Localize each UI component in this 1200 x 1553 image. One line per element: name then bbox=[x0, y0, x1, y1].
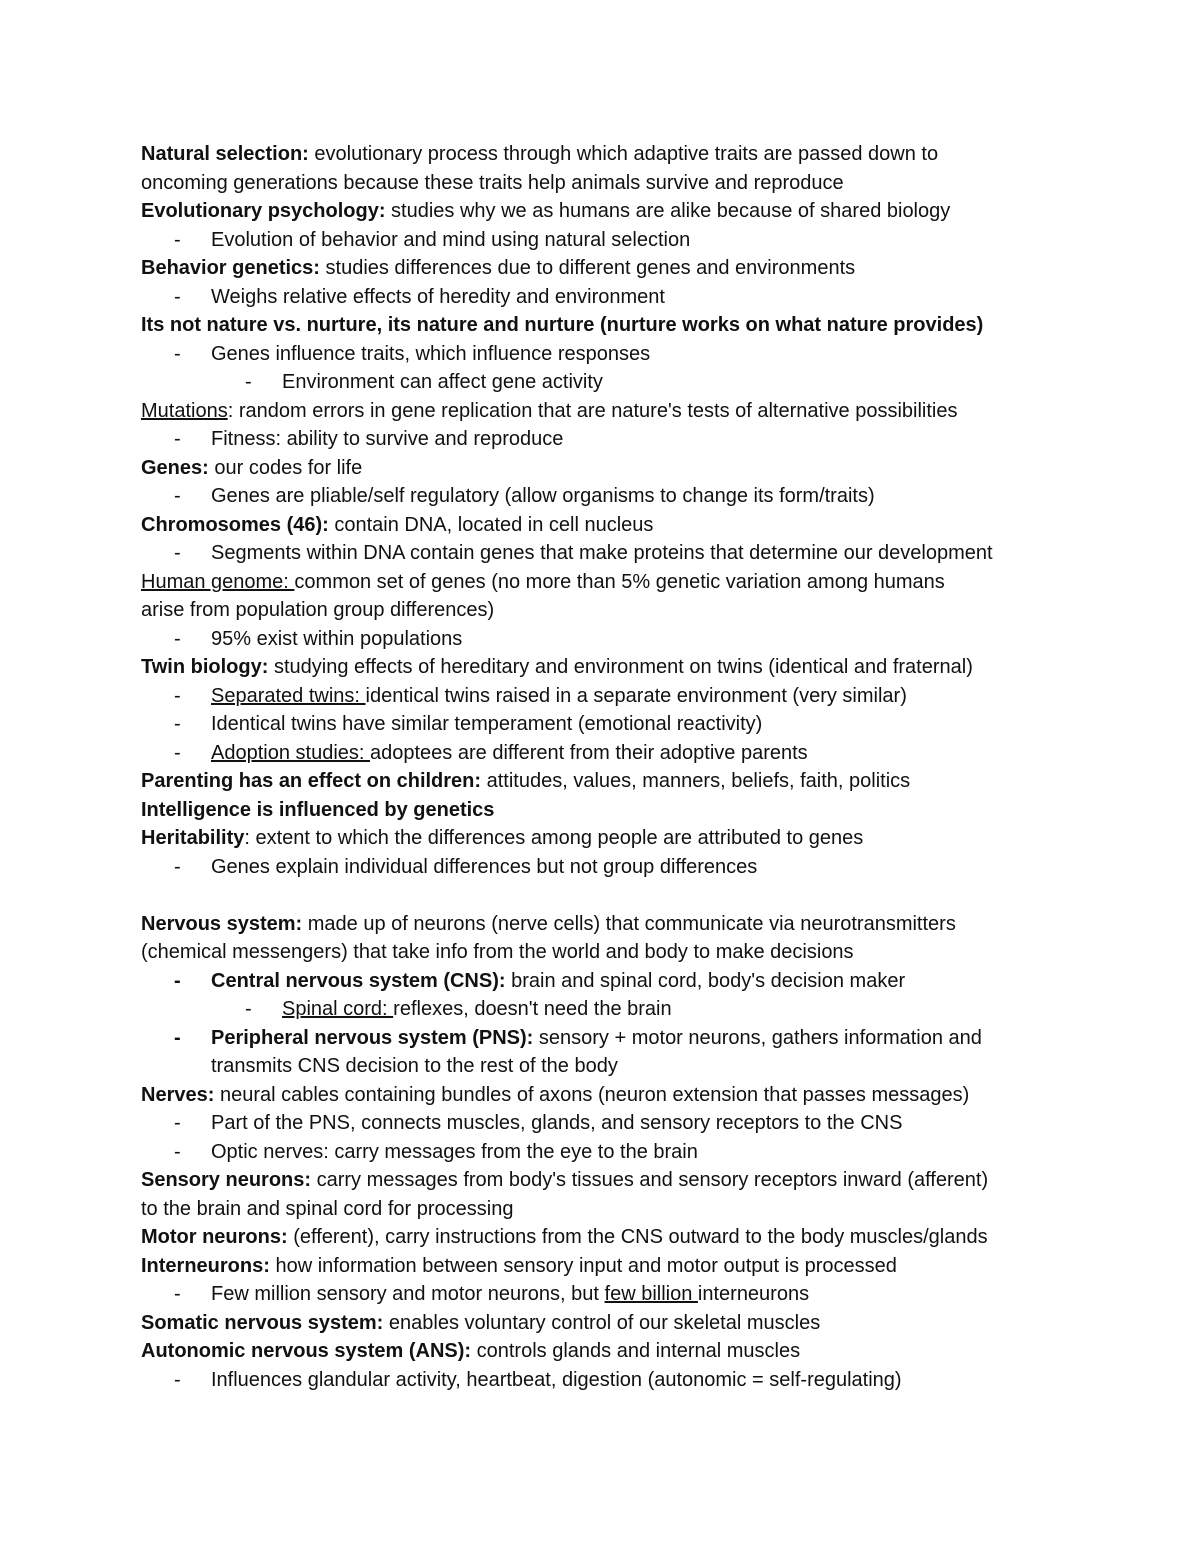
definition-continued: oncoming generations because these traits help animals survive and reproduce bbox=[141, 171, 844, 194]
bullet-dash: - bbox=[174, 713, 181, 735]
term: Behavior genetics: bbox=[141, 257, 320, 279]
term: Parenting has an effect on children: bbox=[141, 770, 482, 792]
bullet-item bbox=[141, 283, 1071, 312]
term: Central nervous system (CNS): bbox=[211, 969, 506, 992]
term: Nerves: bbox=[141, 1083, 215, 1106]
bullet-text: Weighs relative effects of heredity and environment bbox=[211, 285, 665, 308]
bullet-text: adoptees are different from their adoptive parents bbox=[370, 741, 808, 764]
sub-bullet-item bbox=[141, 368, 1071, 397]
bullet-dash: - bbox=[174, 485, 181, 507]
bullet-text: Fitness: ability to survive and reproduce bbox=[211, 428, 564, 450]
bullet-text: Few million sensory and motor neurons, but bbox=[211, 1283, 605, 1305]
notes-document bbox=[141, 140, 1071, 1394]
term: Twin biology: bbox=[141, 656, 269, 678]
bullet-indent bbox=[141, 1052, 211, 1081]
bullet-item bbox=[141, 425, 1071, 454]
underlined-term: Mutations bbox=[141, 399, 228, 422]
bullet-text: Evolution of behavior and mind using natural selection bbox=[211, 228, 691, 251]
definition: how information between sensory input and motor output is processed bbox=[269, 1254, 897, 1277]
bullet-text: interneurons bbox=[697, 1283, 810, 1305]
bullet-dash: - bbox=[174, 1140, 181, 1163]
bullet-dash: - bbox=[174, 1026, 181, 1049]
bullet-dash: - bbox=[174, 1112, 181, 1134]
bullet-item bbox=[141, 1138, 1071, 1167]
bullet-item bbox=[141, 853, 1071, 882]
term-line bbox=[141, 568, 1071, 597]
term: Interneurons: bbox=[141, 1254, 270, 1277]
bullet-item bbox=[141, 625, 1071, 654]
definition: our codes for life bbox=[208, 456, 363, 479]
term: Peripheral nervous system (PNS): bbox=[211, 1026, 534, 1049]
definition: : extent to which the differences among people are attributed to genes bbox=[244, 827, 864, 849]
term-line bbox=[141, 653, 1071, 682]
definition: studies differences due to different genes and environments bbox=[319, 257, 856, 279]
definition-continued: arise from population group differences) bbox=[141, 599, 495, 621]
bullet-dash: - bbox=[174, 855, 181, 878]
bullet-item bbox=[141, 682, 1071, 711]
definition: evolutionary process through which adaptive traits are passed down to bbox=[308, 143, 939, 165]
bullet-text: Identical twins have similar temperament (emotional reactivity) bbox=[211, 713, 763, 735]
bullet-dash: - bbox=[174, 684, 181, 707]
definition: enables voluntary control of our skeletal muscles bbox=[383, 1311, 821, 1334]
bullet-text: transmits CNS decision to the rest of the body bbox=[211, 1055, 618, 1077]
bullet-text: 95% exist within populations bbox=[211, 627, 463, 650]
definition: studying effects of hereditary and environment on twins (identical and fraternal) bbox=[268, 656, 973, 678]
term: Sensory neurons: bbox=[141, 1169, 312, 1191]
bullet-text: Segments within DNA contain genes that make proteins that determine our development bbox=[211, 542, 993, 564]
underlined-phrase: few billion bbox=[604, 1283, 698, 1305]
bullet-text: Genes influence traits, which influence responses bbox=[211, 342, 651, 365]
term-line bbox=[141, 767, 1071, 796]
bullet-text: Environment can affect gene activity bbox=[282, 371, 603, 393]
bullet-text: Genes are pliable/self regulatory (allow organisms to change its form/traits) bbox=[211, 485, 875, 507]
term-line bbox=[141, 1309, 1071, 1338]
underlined-term: Human genome: bbox=[141, 570, 295, 593]
term-line bbox=[141, 1223, 1071, 1252]
definition: (efferent), carry instructions from the CNS outward to the body muscles/glands bbox=[287, 1226, 988, 1248]
term: Autonomic nervous system (ANS): bbox=[141, 1340, 472, 1362]
sub-bullet-item bbox=[141, 995, 1071, 1024]
term-line bbox=[141, 1337, 1071, 1366]
definition-continued: (chemical messengers) that take info from the world and body to make decisions bbox=[141, 941, 854, 963]
definition: made up of neurons (nerve cells) that communicate via neurotransmitters bbox=[302, 912, 956, 935]
bullet-item bbox=[141, 1280, 1071, 1309]
term: Motor neurons: bbox=[141, 1226, 288, 1248]
bullet-item bbox=[141, 226, 1071, 255]
definition: neural cables containing bundles of axons (neuron extension that passes messages) bbox=[214, 1083, 970, 1106]
term-line bbox=[141, 910, 1071, 939]
bullet-item bbox=[141, 967, 1071, 996]
definition: carry messages from body's tissues and sensory receptors inward (afferent) bbox=[311, 1169, 989, 1191]
bullet-item bbox=[141, 539, 1071, 568]
term-line bbox=[141, 1166, 1071, 1195]
underlined-term: Spinal cord: bbox=[282, 998, 394, 1020]
definition: : random errors in gene replication that are nature's tests of alternative possibilities bbox=[227, 399, 958, 422]
bullet-dash: - bbox=[174, 1283, 181, 1305]
term: Genes: bbox=[141, 456, 209, 479]
term: Natural selection: bbox=[141, 143, 309, 165]
bullet-item bbox=[141, 1366, 1071, 1395]
bullet-dash: - bbox=[174, 228, 181, 251]
bullet-text: brain and spinal cord, body's decision maker bbox=[505, 969, 906, 992]
term-line bbox=[141, 824, 1071, 853]
bullet-item bbox=[141, 340, 1071, 369]
term-line bbox=[141, 1252, 1071, 1281]
term: Heritability bbox=[141, 827, 245, 849]
underlined-term: Adoption studies: bbox=[211, 741, 370, 764]
bullet-dash: - bbox=[174, 1368, 181, 1391]
bullet-dash: - bbox=[174, 627, 181, 650]
bullet-item bbox=[141, 1109, 1071, 1138]
definition: attitudes, values, manners, beliefs, faith, politics bbox=[481, 770, 911, 792]
underlined-term: Separated twins: bbox=[211, 684, 366, 707]
term: Evolutionary psychology: bbox=[141, 200, 386, 222]
bullet-dash: - bbox=[174, 428, 181, 450]
definition-continued: to the brain and spinal cord for processing bbox=[141, 1197, 514, 1220]
bullet-text: identical twins raised in a separate environment (very similar) bbox=[365, 684, 907, 707]
bullet-dash: - bbox=[245, 371, 252, 393]
term-line bbox=[141, 254, 1071, 283]
definition: contain DNA, located in cell nucleus bbox=[328, 513, 654, 536]
bullet-item bbox=[141, 710, 1071, 739]
bullet-text: Part of the PNS, connects muscles, glands, and sensory receptors to the CNS bbox=[211, 1112, 903, 1134]
bullet-item bbox=[141, 482, 1071, 511]
bullet-dash: - bbox=[245, 998, 252, 1020]
term-line bbox=[141, 511, 1071, 540]
definition: common set of genes (no more than 5% genetic variation among humans bbox=[294, 570, 945, 593]
bullet-text: Influences glandular activity, heartbeat, digestion (autonomic = self-regulating) bbox=[211, 1368, 902, 1391]
bullet-dash: - bbox=[174, 342, 181, 365]
bullet-continued bbox=[141, 1052, 1071, 1081]
bullet-dash: - bbox=[174, 741, 181, 764]
term-line bbox=[141, 1081, 1071, 1110]
term: Nervous system: bbox=[141, 912, 303, 935]
bullet-text: Optic nerves: carry messages from the eye to the brain bbox=[211, 1140, 698, 1163]
bold-heading: Its not nature vs. nurture, its nature and nurture (nurture works on what nature provides) bbox=[141, 314, 984, 336]
bullet-item bbox=[141, 1024, 1071, 1053]
bullet-item bbox=[141, 739, 1071, 768]
term: Somatic nervous system: bbox=[141, 1311, 384, 1334]
bullet-text: sensory + motor neurons, gathers information and bbox=[533, 1026, 982, 1049]
definition: studies why we as humans are alike because of shared biology bbox=[385, 200, 951, 222]
bullet-dash: - bbox=[174, 285, 181, 308]
bullet-text: Genes explain individual differences but not group differences bbox=[211, 855, 758, 878]
bullet-dash: - bbox=[174, 969, 181, 992]
term-line bbox=[141, 454, 1071, 483]
bullet-dash: - bbox=[174, 542, 181, 564]
bold-heading: Intelligence is influenced by genetics bbox=[141, 798, 495, 821]
bullet-text: reflexes, doesn't need the brain bbox=[393, 998, 672, 1020]
term-line bbox=[141, 397, 1071, 426]
term-line bbox=[141, 140, 1071, 169]
term-line bbox=[141, 197, 1071, 226]
definition: controls glands and internal muscles bbox=[471, 1340, 801, 1362]
term: Chromosomes (46): bbox=[141, 513, 329, 536]
blank-line bbox=[141, 881, 1071, 910]
